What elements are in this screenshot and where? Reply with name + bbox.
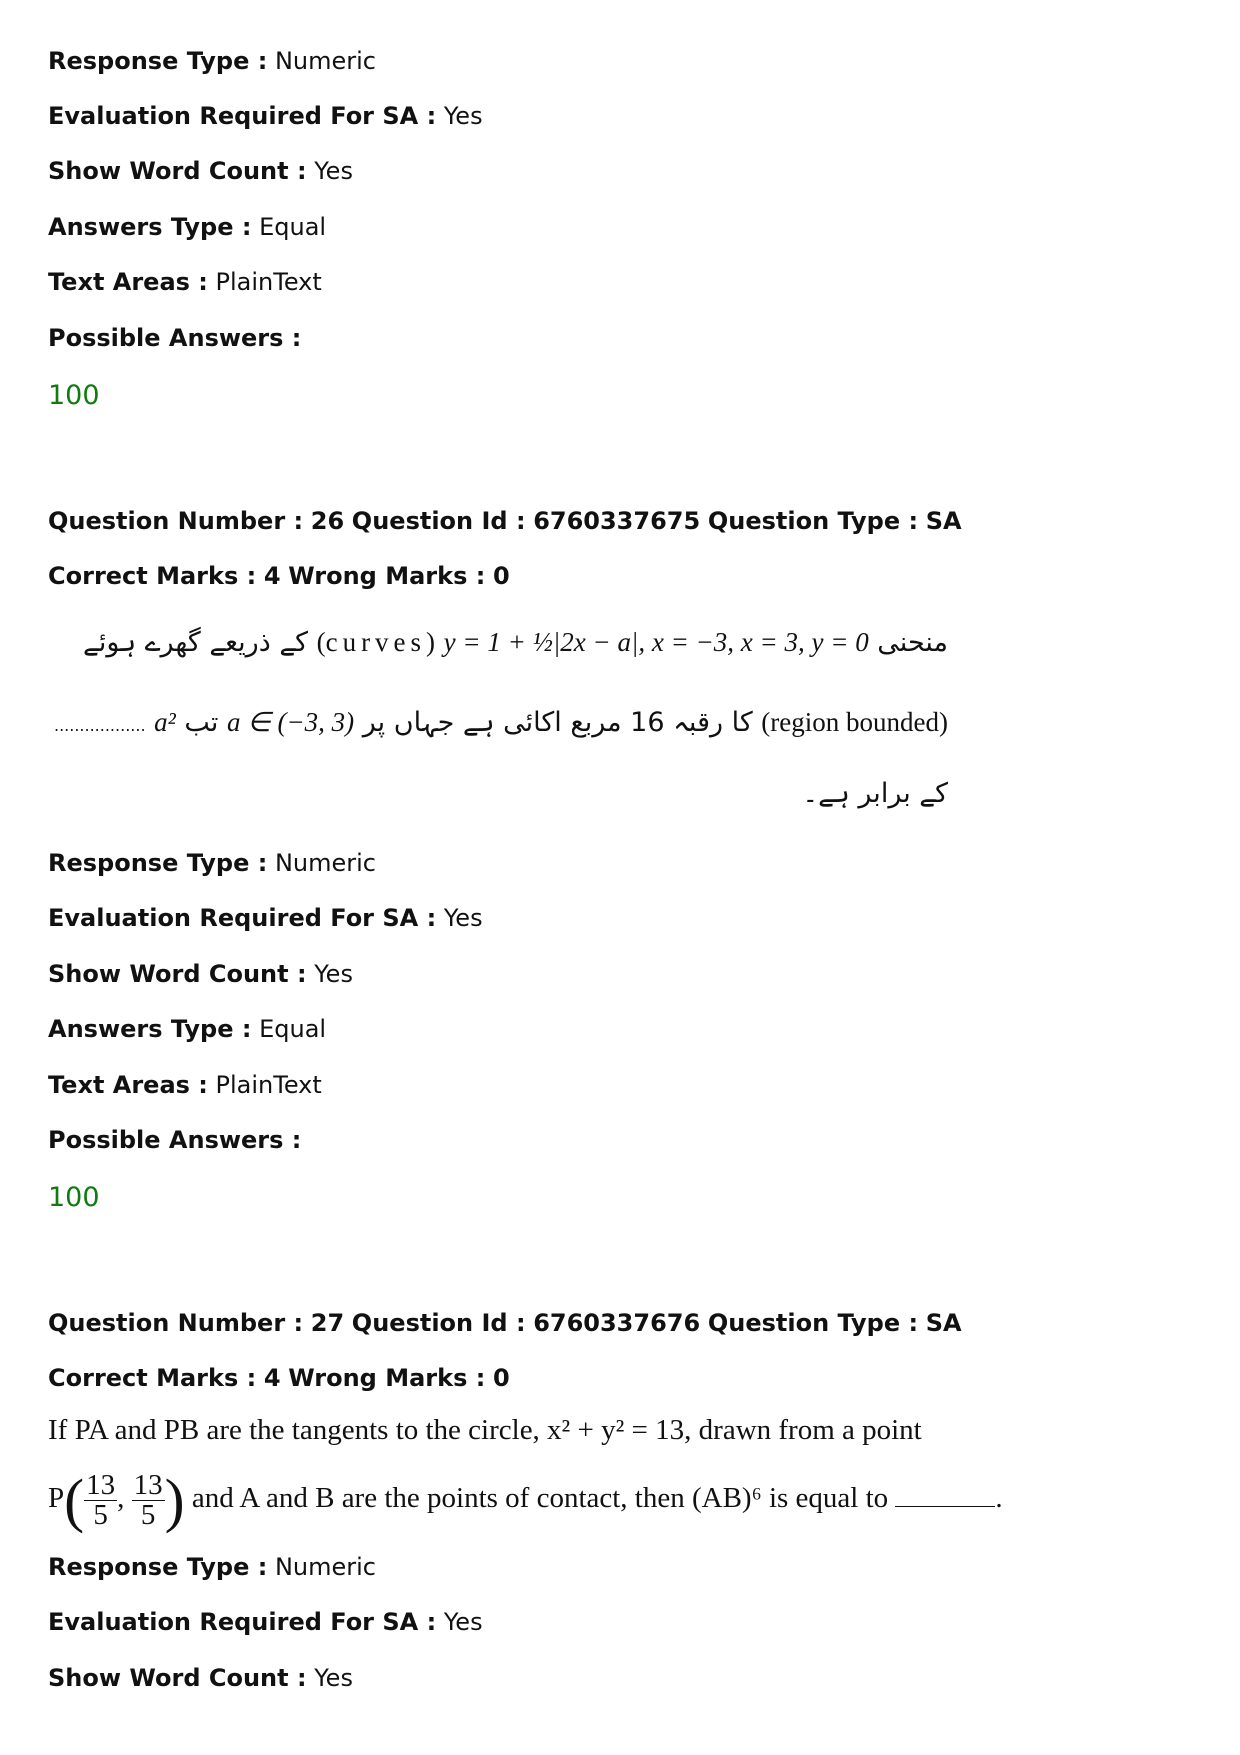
q26-eval-required: Evaluation Required For SA : Yes (48, 904, 483, 932)
q27-header: Question Number : 27 Question Id : 6760337676 Question Type : SA (48, 1309, 962, 1337)
q26-text-line3: کے برابر ہے۔ (802, 778, 948, 809)
q25-text-areas: Text Areas : PlainText (48, 268, 322, 296)
q27-marks: Correct Marks : 4 Wrong Marks : 0 (48, 1364, 510, 1392)
q25-answer: 100 (48, 380, 100, 411)
q25-show-word-count: Show Word Count : Yes (48, 157, 353, 185)
q27-show-word-count: Show Word Count : Yes (48, 1664, 353, 1692)
q26-marks: Correct Marks : 4 Wrong Marks : 0 (48, 562, 510, 590)
q27-text-line1: If PA and PB are the tangents to the circle, x² + y² = 13, drawn from a point (48, 1414, 922, 1446)
q26-show-word-count: Show Word Count : Yes (48, 960, 353, 988)
q26-answer: 100 (48, 1182, 100, 1213)
q25-response-type: Response Type : Numeric (48, 47, 376, 75)
q26-response-type: Response Type : Numeric (48, 849, 376, 877)
q25-eval-required: Evaluation Required For SA : Yes (48, 102, 483, 130)
q27-frac2: $\frac{13}{5}$ (133, 1468, 163, 1531)
q26-text-line1: منحنی (curves) y = 1 + ½|2x − a|, x = −3, x = 3, y = 0 کے ذریعے گھرے ہوئے (83, 627, 948, 658)
q27-frac1: $\frac{13}{5}$ (86, 1468, 116, 1531)
q26-text-line2: (region bounded) کا رقبہ 16 مربع اکائی ہے جہاں پر a ∈ (−3, 3) تب a² .................. (53, 707, 948, 738)
q25-answers-type: Answers Type : Equal (48, 213, 327, 241)
q25-possible-answers-label: Possible Answers : (48, 324, 302, 352)
q27-answer-blank (895, 1506, 995, 1507)
q26-answers-type: Answers Type : Equal (48, 1015, 327, 1043)
q27-response-type: Response Type : Numeric (48, 1553, 376, 1581)
q26-text-areas: Text Areas : PlainText (48, 1071, 322, 1099)
q26-header: Question Number : 26 Question Id : 6760337675 Question Type : SA (48, 507, 962, 535)
q27-eval-required: Evaluation Required For SA : Yes (48, 1608, 483, 1636)
q27-text-line2: P( $\frac{13}{5}$ , $\frac{13}{5}$ ) and A and B are the points of contact, then (AB)⁶ is equal to . (48, 1467, 1003, 1534)
q26-possible-answers-label: Possible Answers : (48, 1126, 302, 1154)
